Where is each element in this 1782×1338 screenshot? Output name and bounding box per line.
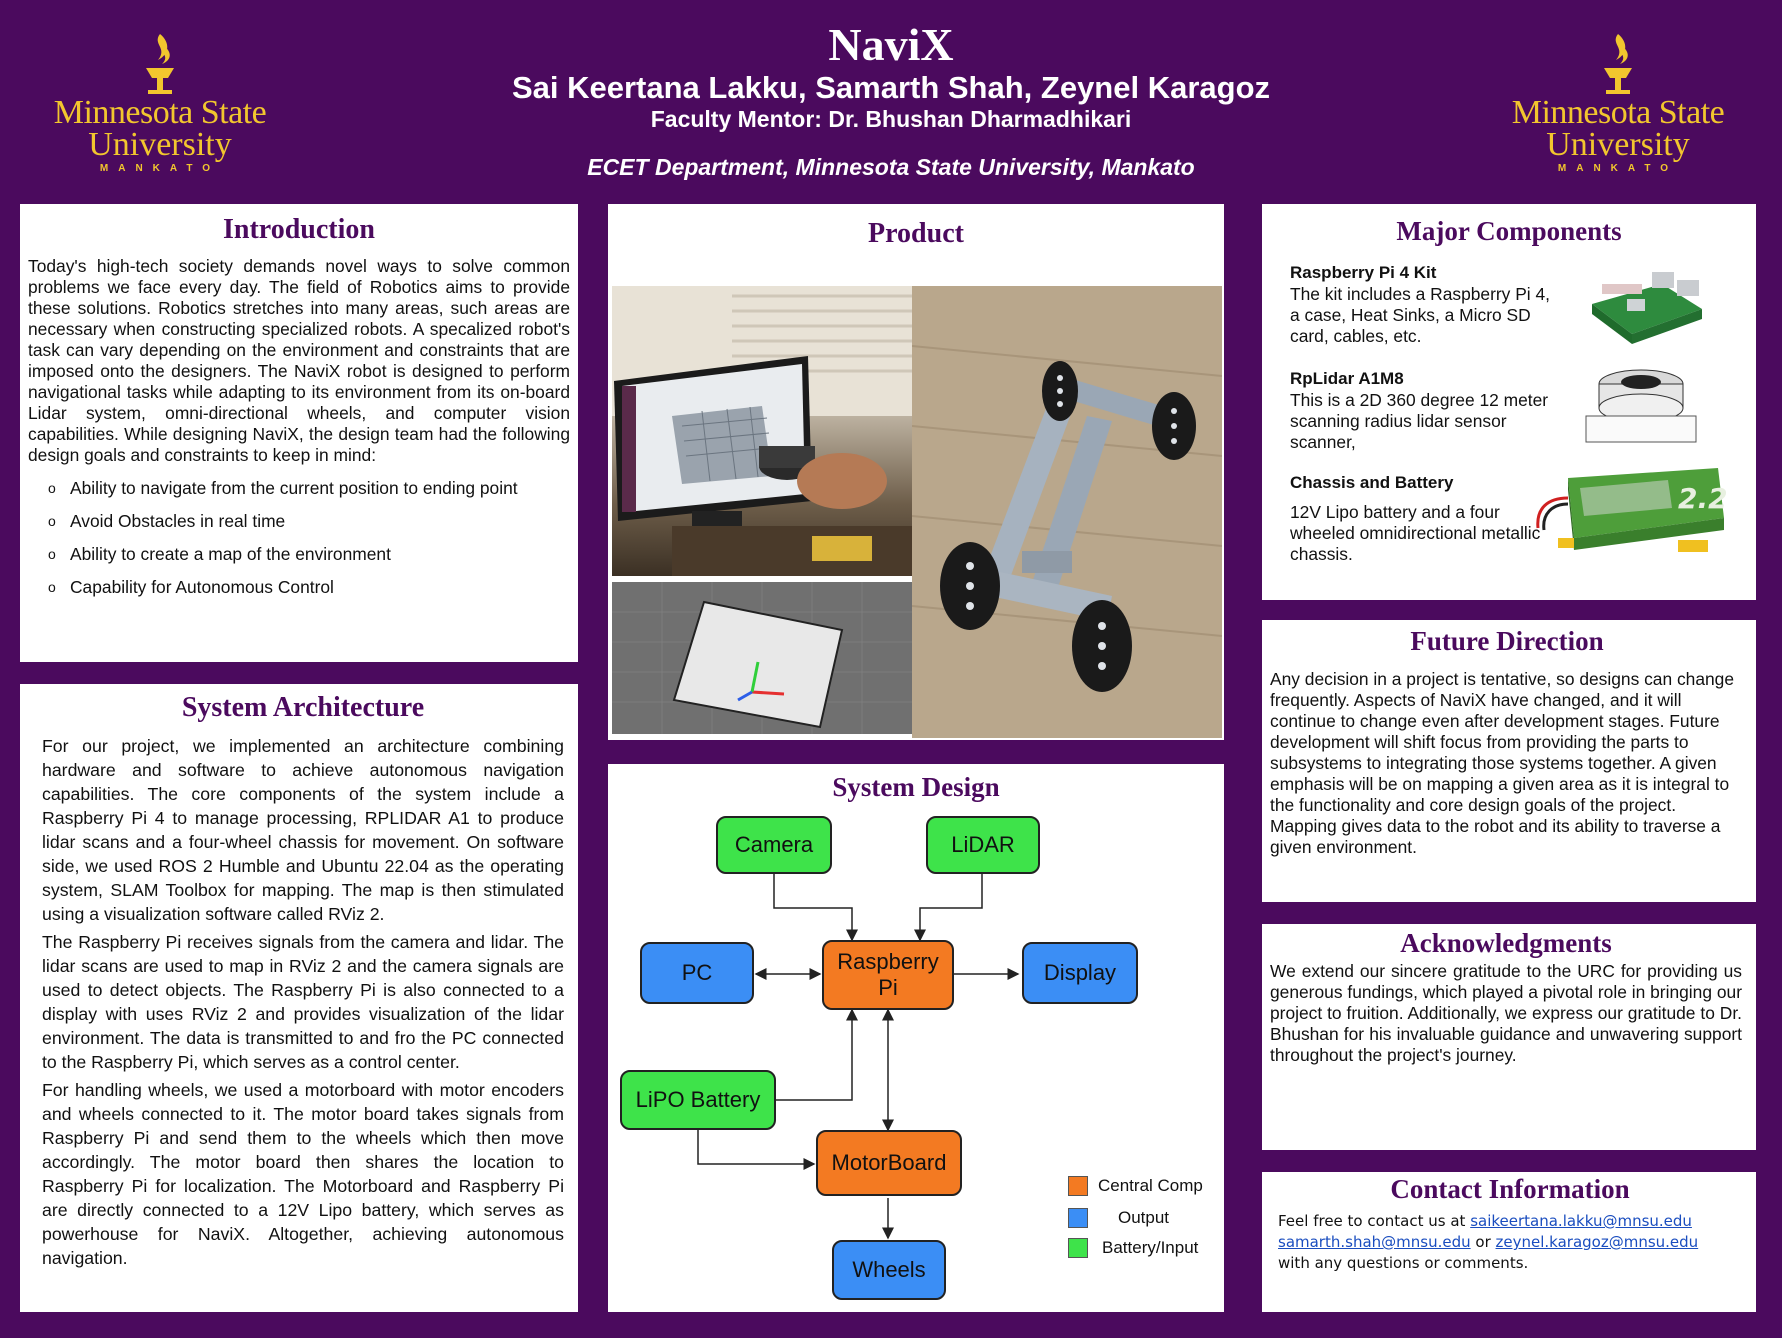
motorboard-label: MotorBoard <box>831 1150 947 1175</box>
component-title: RpLidar A1M8 <box>1290 369 1404 388</box>
legend-output <box>1068 1208 1169 1228</box>
display-node <box>1022 942 1138 1004</box>
system-design-heading: System Design <box>832 772 1000 802</box>
architecture-heading: System Architecture <box>181 692 425 723</box>
component-rplidar <box>1290 368 1560 453</box>
product-heading: Product <box>868 218 964 249</box>
introduction-body: Today's high-tech society demands novel ways to solve common problems we face every day. The field of Robotics aims to provide these solutions. Robotics stretches into many areas, such areas are necessary when constructing specialized robots. A specalized robot's task can vary depending on the environment and constraints that are imposed onto the designers. The NaviX robot is designed to perform navigational tasks while adapting to its environment from its on-board Lidar system, omni-directional wheels, and computer vision capabilities. While designing NaviX, the design team had the following design goals and constraints to keep in mind: <box>28 256 570 465</box>
logo-line-2: University <box>88 126 232 163</box>
torch-icon <box>130 30 190 96</box>
component-chassis-battery <box>1290 472 1560 565</box>
future-direction-heading: Future Direction <box>1410 626 1604 656</box>
component-desc: 12V Lipo battery and a four wheeled omnidirectional metallic chassis. <box>1290 502 1541 564</box>
legend-label: Central Comp <box>1098 1176 1203 1195</box>
logo-line-3: MANKATO <box>99 163 221 174</box>
raspberry-pi-image <box>1582 254 1712 354</box>
legend-swatch <box>1068 1208 1088 1228</box>
battery-label-text: 2.2 <box>1678 482 1728 515</box>
architecture-paragraph: For handling wheels, we used a motorboard with motor encoders and wheels connected to it. The motor board takes signals from Raspberry Pi and send them to the wheels which then move accordingly. The motor board then shares the location to Raspberry Pi for localization. The Motorboard and Raspberry Pi are directly connected to a 12V Lipo battery, which serves as powerhouse for NaviX. Altogether, achieving autonomous navigation. <box>42 1080 564 1268</box>
authors: Sai Keertana Lakku, Samarth Shah, Zeynel Karagoz <box>511 70 1271 105</box>
legend-swatch <box>1068 1238 1088 1258</box>
connection-arrows <box>608 764 1224 1312</box>
email-link-2[interactable]: samarth.shah@mnsu.edu <box>1278 1233 1471 1251</box>
contact-body <box>1278 1211 1742 1274</box>
contact-heading: Contact Information <box>1390 1174 1630 1204</box>
camera-label: Camera <box>734 832 814 857</box>
logo-line-1: Minnesota State <box>1511 94 1725 131</box>
contact-intro: Feel free to contact us at <box>1278 1212 1471 1230</box>
poster-title: NaviX <box>828 19 954 70</box>
email-link-3[interactable]: zeynel.karagoz@mnsu.edu <box>1495 1233 1699 1251</box>
lipo-battery-node <box>620 1070 776 1130</box>
display-label: Display <box>1043 960 1117 985</box>
component-title: Chassis and Battery <box>1290 473 1454 492</box>
contact-outro: with any questions or comments. <box>1278 1254 1529 1272</box>
desk-monitor-photo <box>612 286 912 576</box>
department: ECET Department, Minnesota State University, Mankato <box>587 154 1195 180</box>
legend-swatch <box>1068 1176 1088 1196</box>
legend-label: Output <box>1118 1208 1170 1227</box>
list-item: o Ability to navigate from the current position to ending point <box>28 472 570 505</box>
robot-chassis-photo <box>912 286 1222 738</box>
component-raspberry-pi <box>1290 262 1560 347</box>
product-panel <box>608 204 1224 740</box>
list-item: o Avoid Obstacles in real time <box>28 505 570 538</box>
pc-node <box>640 942 754 1004</box>
acknowledgments-panel <box>1262 924 1756 1150</box>
contact-panel <box>1262 1172 1756 1312</box>
lipo-battery-image <box>1528 458 1728 558</box>
university-logo-left <box>30 30 290 180</box>
pc-label: PC <box>681 960 713 985</box>
logo-line-3: MANKATO <box>1557 163 1679 174</box>
raspberry-pi-label-2: Pi <box>878 975 898 1000</box>
battery-label: LiPO Battery <box>635 1087 761 1112</box>
motorboard-node <box>816 1130 962 1196</box>
legend-label: Battery/Input <box>1102 1238 1199 1257</box>
list-item: o Capability for Autonomous Control <box>28 571 570 604</box>
system-design-panel <box>608 764 1224 1312</box>
component-desc: This is a 2D 360 degree 12 meter scanning radius lidar sensor scanner, <box>1290 390 1549 452</box>
university-logo-right <box>1488 30 1748 180</box>
legend-battery <box>1068 1238 1198 1258</box>
future-direction-panel <box>1262 620 1756 902</box>
architecture-panel <box>20 684 578 1312</box>
lidar-node <box>926 816 1040 874</box>
raspberry-pi-label-1: Raspberry <box>837 949 939 974</box>
component-desc: The kit includes a Raspberry Pi 4, a case, Heat Sinks, a Micro SD card, cables, etc. <box>1290 284 1551 346</box>
faculty-mentor: Faculty Mentor: Dr. Bhushan Dharmadhikari <box>650 106 1132 132</box>
wheels-label: Wheels <box>852 1257 926 1282</box>
introduction-panel <box>20 204 578 662</box>
rviz-map-photo <box>612 582 912 734</box>
torch-icon <box>1588 30 1648 96</box>
legend-central <box>1068 1176 1203 1196</box>
major-components-panel <box>1262 204 1756 600</box>
rplidar-image <box>1576 354 1706 454</box>
raspberry-pi-node <box>822 940 954 1010</box>
acknowledgments-body: We extend our sincere gratitude to the URC for providing us generous fundings, which played a pivotal role in bringing our project to fruition. Additionally, we express our gratitude to Dr. Bhushan for his invaluable guidance and unwavering support throughout the project's journey. <box>1270 961 1742 1065</box>
component-title: Raspberry Pi 4 Kit <box>1290 263 1437 282</box>
list-item: o Ability to create a map of the environment <box>28 538 570 571</box>
architecture-paragraph: The Raspberry Pi receives signals from the camera and lidar. The lidar scans are used to map in RViz 2 and the camera signals are used to detect objects. The Raspberry Pi is also connected to a display with uses RViz 2 and provides visualization of the lidar environment. The data is transmitted to and fro the PC connected to the Raspberry Pi, which serves as a control center. <box>42 932 564 1072</box>
email-link-1[interactable]: saikeertana.lakku@mnsu.edu <box>1470 1212 1692 1230</box>
logo-line-2: University <box>1546 126 1690 163</box>
future-direction-body: Any decision in a project is tentative, so designs can change frequently. Aspects of NaviX have changed, and it will continue to change even after development stages. Future development will shift focus from providing the parts to subsystems to integrating those systems together. A given emphasis will be on mapping a given area as it is integral to the functionality and core design goals of the project. Mapping gives data to the robot and its ability to traverse a given environment. <box>1270 669 1735 857</box>
contact-or: or <box>1470 1233 1496 1251</box>
introduction-heading: Introduction <box>223 214 375 245</box>
camera-node <box>716 816 832 874</box>
lidar-label: LiDAR <box>951 832 1015 857</box>
architecture-paragraph: For our project, we implemented an architecture combining hardware and software to achieve autonomous navigation capabilities. The core components of the system include a Raspberry Pi 4 to manage processing, RPLIDAR A1 to produce lidar scans and a four-wheel chassis for movement. On software side, we used ROS 2 Humble and Ubuntu 22.04 as the operating system, SLAM Toolbox for mapping. The map is then stimulated using a visualization software called RViz 2. <box>42 736 564 924</box>
wheels-node <box>832 1240 946 1300</box>
logo-line-1: Minnesota State <box>53 94 267 131</box>
major-components-heading: Major Components <box>1396 216 1622 246</box>
design-goals-list <box>28 472 570 604</box>
acknowledgments-heading: Acknowledgments <box>1400 928 1612 958</box>
